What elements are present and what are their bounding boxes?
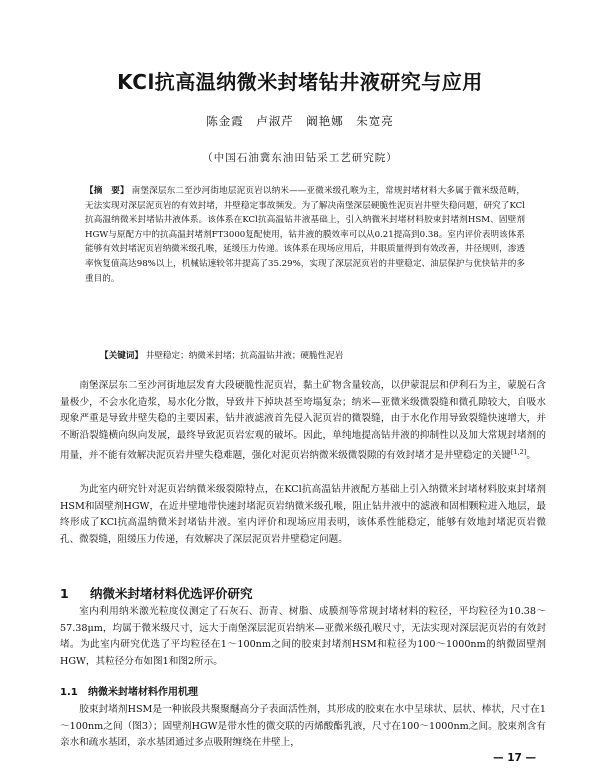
intro-paragraph-2: 为此室内研究针对泥页岩纳微米级裂隙特点，在KCl抗高温钻井液配方基础上引入纳微米封堵材料胶束封堵剂HSM和固壁剂HGW，在近井壁地带快速封堵泥页岩纳微米级孔喉，阻止钻井液中的滤液和固相颗粒进入地层，最终形成了KCl抗高温纳微米封堵钻井液。室内评价和现场应用表明，该体系性能稳定，能够有效地封堵泥页岩微孔、微裂缝，阻缓压力传递，有效解决了深层泥页岩井壁稳定问题。 — [60, 484, 546, 545]
keywords-text: 井壁稳定；纳微米封堵；抗高温钻井液；硬脆性泥岩 — [145, 351, 344, 361]
section-title: 纳微米封堵材料优选评价研究 — [90, 586, 253, 601]
paper-title: KCl抗高温纳微米封堵钻井液研究与应用 — [117, 70, 483, 94]
subsection-heading — [60, 683, 198, 698]
subsection-paragraph: 胶束封堵剂HSM是一种嵌段共聚聚醚高分子表面活性剂，其形成的胶束在水中呈球状、层状、棒状，尺寸在1～100nm之间（图3）；固壁剂HGW是带水性的微交联的丙烯酸酯乳液，尺寸在100～1000nm之间。胶束剂含有亲水和疏水基团，亲水基团通过多点吸附缠绕在井壁上， — [60, 704, 546, 749]
keywords — [100, 349, 520, 363]
intro-paragraph-1 — [60, 378, 546, 465]
page-number: — 17 — — [493, 752, 536, 764]
section-paragraph: 室内利用纳米激光粒度仪测定了石灰石、沥青、树脂、成膜剂等常规封堵材料的粒径，平均粒径为10.38～57.38μm，均属于微米级尺寸，远大于南堡深层泥页岩纳米—亚微米级孔喉尺寸，无法实现对深层泥页岩的有效封堵。为此室内研究优选了平均粒径在1～100nm之间的胶束封堵剂HSM和粒径为100～1000nm的纳微固壁剂HGW，其粒径分布如图1和图2所示。 — [60, 606, 546, 667]
section-heading — [60, 584, 253, 602]
section-number: 1 — [60, 586, 69, 601]
abstract — [85, 184, 525, 286]
abstract-label: 【摘 要】 — [85, 186, 129, 196]
author-list: 陈金霞 卢淑芹 阚艳娜 朱宽亮 — [206, 114, 394, 128]
intro-paragraph-1-end: 。 — [526, 450, 536, 462]
abstract-text: 南堡深层东二至沙河街地层泥页岩以纳米——亚微米级孔喉为主，常规封堵材料大多属于微米级范畴，无法实现对深层泥页岩的有效封堵，井壁稳定事故频发。为了解决南堡深层硬脆性泥页岩井壁失稳问题，研究了KCl抗高温纳微米封堵钻井液体系。该体系在KCl抗高温钻井液基础上，引入纳微米封堵材料胶束封堵剂HSM、固壁剂HGW与原配方中的抗高温封堵剂FT3000复配使用，钻井液的膜效率可以从0.21提高到0.38。室内评价表明该体系能够有效封堵泥页岩纳微米级孔喉，延缓压力传递。该体系在现场应用后，井眼质量得到有效改善，井径规则，渗透率恢复值高达98%以上，机械钻速较邻井提高了35.29%，实现了深层泥页岩的井壁稳定、油层保护与优快钻井的多重目的。 — [85, 186, 525, 284]
subsection-title: 纳微米封堵材料作用机理 — [88, 687, 198, 698]
affiliation: （中国石油冀东油田钻采工艺研究院） — [202, 152, 398, 164]
intro-paragraph-1-text: 南堡深层东二至沙河街地层发育大段硬脆性泥页岩，黏土矿物含量较高，以伊蒙混层和伊利石为主，蒙脱石含量极少，不会水化造浆，易水化分散，导致井下掉块甚至垮塌复杂；纳米—亚微米级微裂缝和微孔隙较大，自吸水现象严重是导致井壁失稳的主要因素，钻井液滤液首先侵入泥页岩的微裂缝，由于水化作用导致裂缝快速增大，并不断沿裂缝横向纵向发展，最终导致泥页岩宏观的破坏。因此，单纯地提高钻井液的抑制性以及加大常规封堵剂的用量，并不能有效解决泥页岩井壁失稳难题，强化对泥页岩纳微米级微裂隙的有效封堵才是井壁稳定的关键 — [60, 380, 546, 462]
citation-ref: [1,2] — [510, 448, 527, 457]
keywords-label: 【关键词】 — [100, 351, 143, 361]
subsection-number: 1.1 — [60, 687, 78, 698]
